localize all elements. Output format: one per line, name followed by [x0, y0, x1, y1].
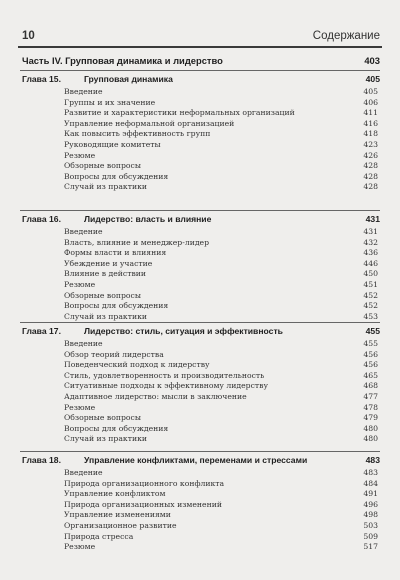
- entry-page: 517: [363, 542, 378, 552]
- chapter-page: 431: [365, 214, 380, 224]
- entry-title: Управление конфликтом: [64, 489, 166, 499]
- entry-title: Ситуативные подходы к эффективному лидерству: [64, 381, 269, 391]
- entry-page: 451: [363, 280, 378, 289]
- toc-entry: [64, 532, 378, 542]
- entry-title: Стиль, удовлетворенность и производительность: [64, 370, 265, 380]
- entry-page: 406: [363, 97, 378, 107]
- entry-page: 432: [363, 237, 378, 247]
- toc-entry: [64, 392, 378, 402]
- toc-entry: [64, 161, 378, 171]
- chapter-page: 455: [365, 326, 380, 336]
- toc-entry: [64, 87, 378, 97]
- chapter-label: Глава 15.: [22, 74, 61, 84]
- running-title: Содержание: [312, 30, 380, 42]
- entry-page: 478: [363, 402, 378, 412]
- part-page: 403: [364, 55, 380, 66]
- entry-title: Резюме: [64, 402, 96, 412]
- entry-title: Вопросы для обсуждения: [64, 423, 169, 433]
- entry-page: 483: [363, 468, 378, 477]
- toc-entry: [64, 238, 378, 248]
- entry-title: Введение: [64, 468, 103, 477]
- header-rule: [18, 46, 382, 48]
- toc-entry: [64, 510, 378, 520]
- entry-page: 468: [363, 381, 378, 391]
- entry-page: 453: [363, 311, 378, 321]
- entry-page: 480: [363, 434, 378, 444]
- entry-page: 450: [363, 269, 378, 279]
- entry-title: Природа организационного конфликта: [64, 478, 225, 488]
- chapter-page: 405: [365, 74, 380, 84]
- toc-entry: [64, 424, 378, 434]
- chapter-rule: [20, 451, 380, 452]
- entry-page: 446: [363, 258, 378, 268]
- entry-title: Управление неформальной организацией: [64, 118, 235, 128]
- entry-page: 405: [363, 87, 378, 96]
- chapter-rule: [20, 70, 380, 71]
- entry-title: Случай из практики: [64, 311, 148, 321]
- entry-title: Управление изменениями: [64, 510, 171, 520]
- entry-title: Группы и их значение: [64, 97, 156, 107]
- entry-page: 484: [363, 478, 378, 488]
- entry-page: 455: [363, 339, 378, 348]
- toc-entry: [64, 350, 378, 360]
- entry-title: Введение: [64, 87, 103, 96]
- part-heading: [22, 55, 380, 69]
- entry-page: 496: [363, 499, 378, 509]
- entry-title: Формы власти и влияния: [64, 248, 167, 258]
- entry-page: 423: [363, 140, 378, 149]
- page-number: 10: [22, 30, 35, 42]
- toc-entry: [64, 434, 378, 444]
- entry-page: 498: [363, 510, 378, 520]
- entry-title: Влияние в действии: [64, 269, 147, 279]
- entry-title: Резюме: [64, 542, 96, 552]
- chapter-page: 483: [365, 455, 380, 465]
- toc-entry: [64, 403, 378, 413]
- entry-title: Обзорные вопросы: [64, 413, 141, 423]
- entry-page: 416: [363, 118, 378, 128]
- chapter-rule: [20, 210, 380, 211]
- entry-title: Вопросы для обсуждения: [64, 171, 169, 181]
- entry-title: Поведенческий подход к лидерству: [64, 360, 210, 370]
- chapter-label: Глава 16.: [22, 214, 61, 224]
- toc-entry: [64, 291, 378, 301]
- entry-title: Адаптивное лидерство: мысли в заключение: [64, 392, 247, 401]
- toc-entry: [64, 248, 378, 258]
- toc-entry: [64, 542, 378, 552]
- entry-page: 428: [363, 161, 378, 171]
- entry-title: Обзорные вопросы: [64, 290, 141, 300]
- entry-title: Резюме: [64, 280, 96, 289]
- toc-entry: [64, 119, 378, 129]
- toc-entry: [64, 108, 378, 118]
- entry-page: 426: [363, 150, 378, 160]
- entry-title: Случай из практики: [64, 182, 148, 192]
- toc-entry: [64, 479, 378, 489]
- entry-title: Введение: [64, 339, 103, 348]
- toc-entry: [64, 360, 378, 370]
- entry-page: 452: [363, 290, 378, 300]
- toc-entry: [64, 227, 378, 237]
- entry-page: 480: [363, 423, 378, 433]
- entry-page: 456: [363, 349, 378, 359]
- toc-entry: [64, 521, 378, 531]
- entry-title: Развитие и характеристики неформальных организаций: [64, 108, 295, 118]
- toc-entry: [64, 468, 378, 478]
- toc-entry: [64, 371, 378, 381]
- toc-entry: [64, 172, 378, 182]
- toc-entry: [64, 381, 378, 391]
- entry-page: 465: [363, 370, 378, 380]
- entry-page: 411: [363, 108, 378, 118]
- toc-entry: [64, 301, 378, 311]
- chapter-title: Лидерство: стиль, ситуация и эффективность: [84, 326, 283, 336]
- chapter-rule: [20, 322, 380, 323]
- entry-title: Вопросы для обсуждения: [64, 301, 169, 311]
- entry-page: 477: [363, 392, 378, 401]
- entry-title: Природа стресса: [64, 531, 134, 541]
- entry-page: 418: [363, 129, 378, 139]
- entry-page: 431: [363, 227, 378, 236]
- entry-page: 503: [363, 521, 378, 530]
- entry-page: 456: [363, 360, 378, 370]
- toc-entry: [64, 312, 378, 322]
- toc-entry: [64, 500, 378, 510]
- toc-entry: [64, 98, 378, 108]
- entry-page: 428: [363, 171, 378, 181]
- entry-title: Организационное развитие: [64, 521, 177, 530]
- toc-entry: [64, 339, 378, 349]
- toc-entry: [64, 140, 378, 150]
- entry-page: 491: [363, 489, 378, 499]
- entry-page: 479: [363, 413, 378, 423]
- chapter-title: Лидерство: власть и влияние: [84, 214, 212, 224]
- toc-entry: [64, 182, 378, 192]
- chapter-title: Групповая динамика: [84, 74, 173, 84]
- entry-title: Власть, влияние и менеджер-лидер: [64, 237, 210, 247]
- toc-entry: [64, 280, 378, 290]
- entry-title: Введение: [64, 227, 103, 236]
- entry-title: Резюме: [64, 150, 96, 160]
- entry-title: Как повысить эффективность групп: [64, 129, 211, 139]
- toc-entry: [64, 129, 378, 139]
- entry-title: Убеждение и участие: [64, 258, 153, 268]
- chapter-label: Глава 17.: [22, 326, 61, 336]
- entry-page: 428: [363, 182, 378, 192]
- toc-entry: [64, 259, 378, 269]
- toc-entry: [64, 489, 378, 499]
- entry-title: Обзорные вопросы: [64, 161, 141, 171]
- entry-title: Руководящие комитеты: [64, 140, 161, 149]
- chapter-label: Глава 18.: [22, 455, 61, 465]
- entry-page: 436: [363, 248, 378, 258]
- entry-title: Случай из практики: [64, 434, 148, 444]
- chapter-title: Управление конфликтами, переменами и стрессами: [84, 455, 308, 465]
- page-header: [22, 30, 380, 46]
- entry-page: 452: [363, 301, 378, 311]
- entry-title: Природа организационных изменений: [64, 499, 222, 509]
- entry-title: Обзор теорий лидерства: [64, 349, 164, 359]
- toc-entry: [64, 413, 378, 423]
- part-label: Часть IV. Групповая динамика и лидерство: [22, 55, 223, 66]
- entry-page: 509: [363, 531, 378, 541]
- toc-entry: [64, 269, 378, 279]
- toc-entry: [64, 151, 378, 161]
